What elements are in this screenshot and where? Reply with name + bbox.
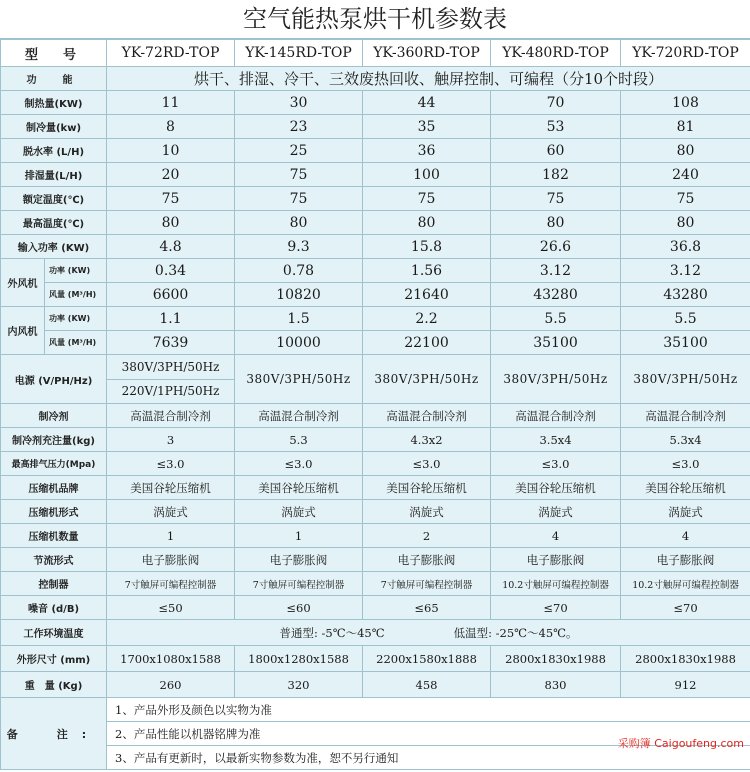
spec-table [0,39,750,770]
row-label: 节流形式 [1,548,107,572]
cell: 涡旋式 [235,500,363,524]
function-value: 烘干、排湿、冷干、三效废热回收、触屏控制、可编程（分10个时段） [107,67,750,91]
function-label: 功 能 [1,67,107,91]
row-label: 最高温度(℃) [1,211,107,235]
cell: 5.3 [235,428,363,452]
cell: 75 [363,187,491,211]
cell: ≤60 [235,596,363,620]
cell: 75 [235,163,363,187]
cell: 11 [107,91,235,115]
cell: 22100 [363,331,491,355]
cell: 43280 [491,283,621,307]
cell: 36.8 [621,235,750,259]
cell: 1.5 [235,307,363,331]
table-row [1,548,750,572]
table-row [1,476,750,500]
table-row [1,91,750,115]
cell: 5.5 [491,307,621,331]
cell: ≤3.0 [363,452,491,476]
row-label: 排湿量(L/H) [1,163,107,187]
cell: 70 [491,91,621,115]
table-row [1,572,750,596]
cell: 7639 [107,331,235,355]
page-title: 空气能热泵烘干机参数表 [0,0,750,39]
table-row [1,139,750,163]
cell: 电子膨胀阀 [235,548,363,572]
cell: 80 [363,211,491,235]
inner-fan-label: 内风机 [1,307,45,355]
cell: 1 [235,524,363,548]
cell: 380V/3PH/50Hz [235,355,363,404]
cell: 2800x1830x1988 [621,646,750,672]
cell: 81 [621,115,750,139]
cell: 7寸触屏可编程控制器 [363,572,491,596]
cell: 260 [107,672,235,698]
cell: 涡旋式 [363,500,491,524]
cell: 35100 [491,331,621,355]
cell: 2.2 [363,307,491,331]
cell: 35 [363,115,491,139]
row-label: 控制器 [1,572,107,596]
sub-label: 功率 (KW) [45,307,107,331]
row-label: 制冷剂充注量(kg) [1,428,107,452]
cell: 80 [107,211,235,235]
cell: 80 [235,211,363,235]
cell: 240 [621,163,750,187]
cell: 2200x1580x1888 [363,646,491,672]
cell: 3.12 [491,259,621,283]
cell: 75 [107,187,235,211]
cell: 7寸触屏可编程控制器 [235,572,363,596]
table-row [1,452,750,476]
inner-fan-power-row [1,307,750,331]
cell: 涡旋式 [107,500,235,524]
cell: 23 [235,115,363,139]
row-label: 最高排气压力(Mpa) [1,452,107,476]
cell: ≤3.0 [621,452,750,476]
cell: 4 [491,524,621,548]
outer-fan-air-row [1,283,750,307]
table-row [1,235,750,259]
cell: 912 [621,672,750,698]
row-label: 制冷量(kw) [1,115,107,139]
cell: 美国谷轮压缩机 [491,476,621,500]
cell: 320 [235,672,363,698]
model-header: YK-480RD-TOP [491,40,621,67]
cell: 20 [107,163,235,187]
cell: ≤70 [491,596,621,620]
cell: 10820 [235,283,363,307]
cell: 高温混合制冷剂 [107,404,235,428]
cell: 108 [621,91,750,115]
table-row [1,500,750,524]
table-row [1,211,750,235]
cell: ≤3.0 [491,452,621,476]
cell: 182 [491,163,621,187]
cell: 10 [107,139,235,163]
table-row [1,187,750,211]
cell: 美国谷轮压缩机 [621,476,750,500]
row-label: 制热量(KW) [1,91,107,115]
cell: 1.56 [363,259,491,283]
row-label: 输入功率 (KW) [1,235,107,259]
sub-label: 风量 (M³/H) [45,283,107,307]
row-label: 额定温度(℃) [1,187,107,211]
watermark: 采购簿 Caigoufeng.com [617,737,744,750]
row-label: 噪音 (d/B) [1,596,107,620]
outer-fan-label: 外风机 [1,259,45,307]
cell: 美国谷轮压缩机 [107,476,235,500]
row-label: 电源 (V/PH/Hz) [1,355,107,404]
cell: 44 [363,91,491,115]
cell: 4 [621,524,750,548]
notes-label: 备 注: [1,698,107,770]
cell: 36 [363,139,491,163]
inner-fan-air-row [1,331,750,355]
cell: 75 [621,187,750,211]
note-item: 3、产品有更新时，以最新实物参数为准，恕不另行通知 [107,746,750,770]
power-supply-row [1,355,750,404]
cell: 380V/3PH/50Hz [107,355,234,379]
cell: 8 [107,115,235,139]
table-row [1,115,750,139]
cell: 60 [491,139,621,163]
row-label: 工作环境温度 [1,620,107,646]
cell: 美国谷轮压缩机 [363,476,491,500]
cell: ≤3.0 [107,452,235,476]
cell: 4.8 [107,235,235,259]
cell: ≤3.0 [235,452,363,476]
cell: 电子膨胀阀 [363,548,491,572]
row-label: 压缩机形式 [1,500,107,524]
environment-row [1,620,750,646]
row-label: 压缩机品牌 [1,476,107,500]
sub-label: 风量 (M³/H) [45,331,107,355]
cell: 美国谷轮压缩机 [235,476,363,500]
cell: 380V/3PH/50Hz [491,355,621,404]
row-label: 压缩机数量 [1,524,107,548]
cell: 53 [491,115,621,139]
cell: 1 [107,524,235,548]
cell: 1.1 [107,307,235,331]
environment-value: 普通型: -5℃～45℃ 低温型: -25℃～45℃。 [107,620,750,646]
row-label: 重 量 (Kg) [1,672,107,698]
cell: 458 [363,672,491,698]
cell: 0.34 [107,259,235,283]
cell: 3 [107,428,235,452]
cell: 9.3 [235,235,363,259]
cell: 380V/3PH/50Hz [363,355,491,404]
table-row [1,404,750,428]
model-header: YK-145RD-TOP [235,40,363,67]
cell: 涡旋式 [621,500,750,524]
cell: 380V/3PH/50Hz [621,355,750,404]
cell: 高温混合制冷剂 [363,404,491,428]
cell: 涡旋式 [491,500,621,524]
cell: 电子膨胀阀 [491,548,621,572]
cell: 220V/1PH/50Hz [121,384,220,399]
function-row [1,67,750,91]
table-row [1,524,750,548]
cell: 80 [621,211,750,235]
cell: 26.6 [491,235,621,259]
cell: 830 [491,672,621,698]
cell: 0.78 [235,259,363,283]
row-label: 制冷剂 [1,404,107,428]
dimensions-row [1,646,750,672]
row-label: 脱水率 (L/H) [1,139,107,163]
cell: 高温混合制冷剂 [621,404,750,428]
cell: 电子膨胀阀 [621,548,750,572]
cell: 80 [621,139,750,163]
notes-row [1,698,750,722]
cell: 5.3x4 [621,428,750,452]
sub-label: 功率 (KW) [45,259,107,283]
header-row [1,40,750,67]
cell: 2800x1830x1988 [491,646,621,672]
cell: 6600 [107,283,235,307]
cell: 3.5x4 [491,428,621,452]
cell: 高温混合制冷剂 [235,404,363,428]
cell: 10.2寸触屏可编程控制器 [621,572,750,596]
power-supply-first [107,355,235,404]
cell: 75 [235,187,363,211]
cell: 15.8 [363,235,491,259]
table-row [1,428,750,452]
model-header: YK-72RD-TOP [107,40,235,67]
cell: 4.3x2 [363,428,491,452]
cell: 高温混合制冷剂 [491,404,621,428]
table-row [1,596,750,620]
cell: 电子膨胀阀 [107,548,235,572]
outer-fan-power-row [1,259,750,283]
cell: 30 [235,91,363,115]
cell: 75 [491,187,621,211]
model-label: 型 号 [1,40,107,67]
cell: 2 [363,524,491,548]
cell: 10.2寸触屏可编程控制器 [491,572,621,596]
row-label: 外形尺寸 (mm) [1,646,107,672]
note-item: 1、产品外形及颜色以实物为准 [107,698,750,722]
note-item: 2、产品性能以机器铭牌为准 [107,722,750,746]
table-row [1,163,750,187]
weight-row [1,672,750,698]
model-header: YK-720RD-TOP [621,40,750,67]
cell: 35100 [621,331,750,355]
model-header: YK-360RD-TOP [363,40,491,67]
cell: 1800x1280x1588 [235,646,363,672]
cell: ≤70 [621,596,750,620]
cell: 25 [235,139,363,163]
cell: ≤65 [363,596,491,620]
cell: 21640 [363,283,491,307]
cell: ≤50 [107,596,235,620]
cell: 100 [363,163,491,187]
cell: 3.12 [621,259,750,283]
cell: 80 [491,211,621,235]
cell: 7寸触屏可编程控制器 [107,572,235,596]
cell: 43280 [621,283,750,307]
cell: 5.5 [621,307,750,331]
cell: 10000 [235,331,363,355]
cell: 1700x1080x1588 [107,646,235,672]
